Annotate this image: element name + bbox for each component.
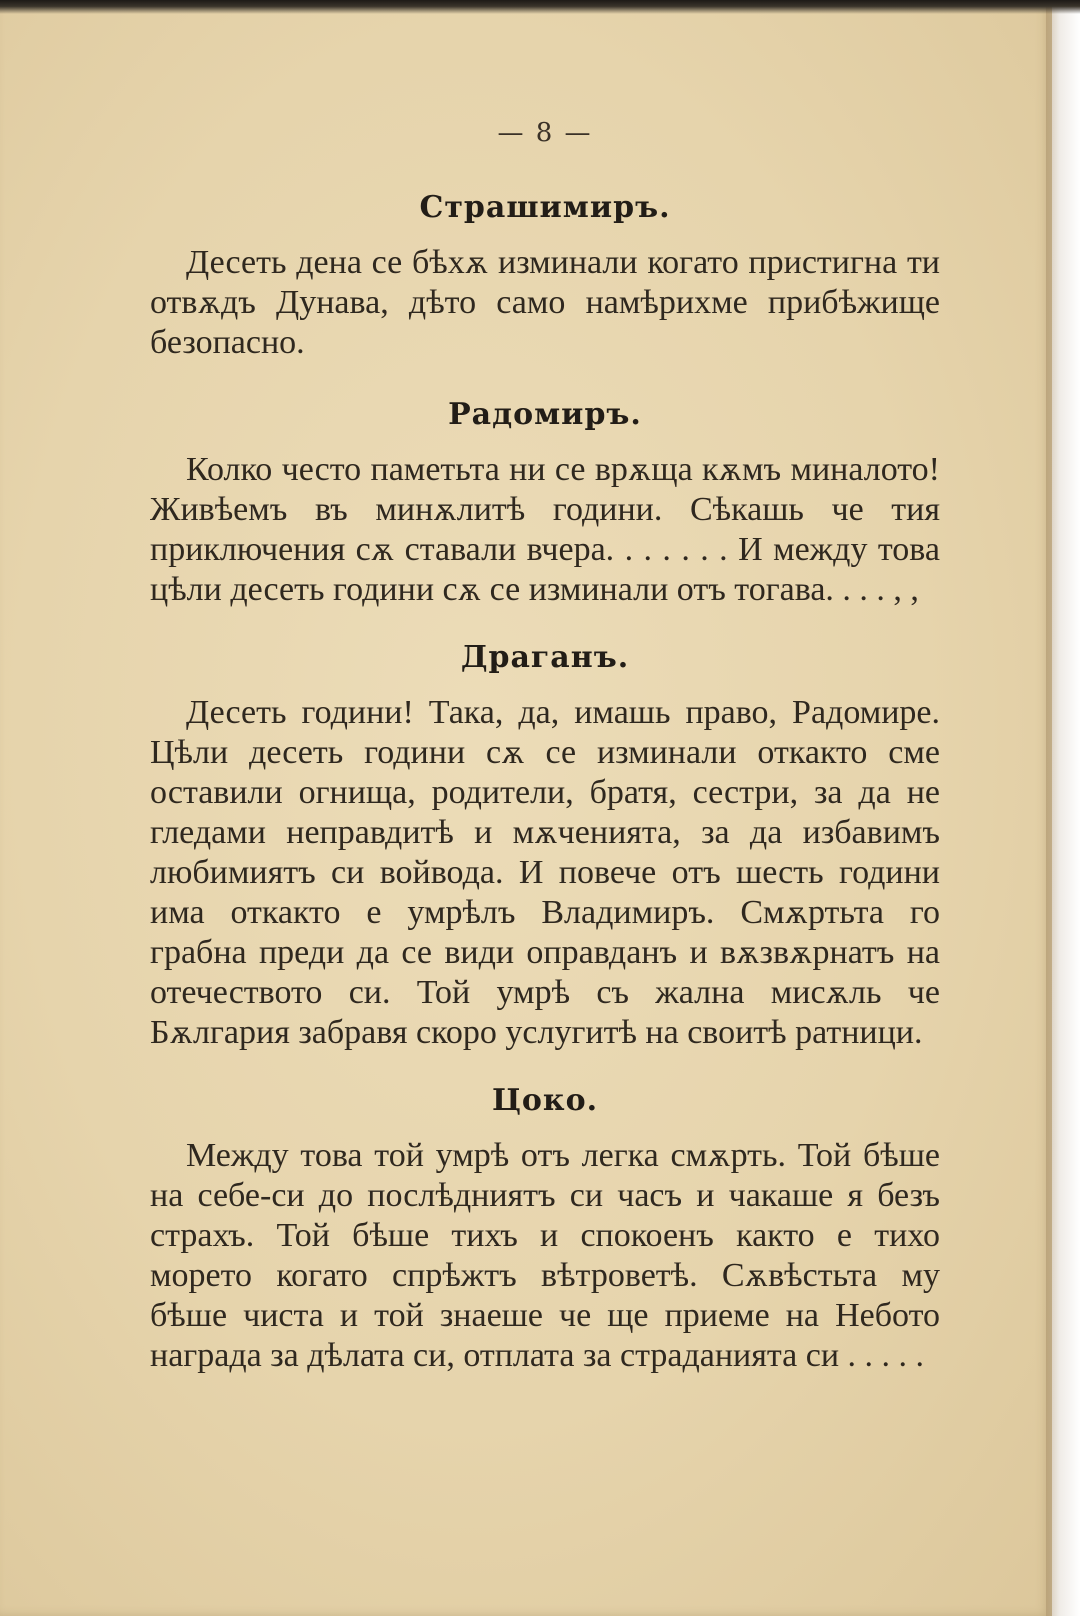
speaker-heading-dragan: Драганъ. xyxy=(460,640,630,675)
top-edge-rule xyxy=(0,0,1080,14)
page-body xyxy=(150,118,940,1406)
speech-paragraph-dragan: Десеть години! Така, да, имашь право, Радомире. Цѣли десеть години сѫ се изминали откакто сме оставили огнища, родители, братя, сестри, за да не гледами неправдитѣ и мѫченията, за да избавимъ любимиятъ си войвода. И повече отъ шесть години има откакто е умрѣлъ Владимиръ. Смѫртьта го грабна преди да се види оправданъ и вѫзвѫрнатъ на отечеството си. Той умрѣ съ жална мисѫль че Бѫлгария забравя скоро услугитѣ на своитѣ ратници. xyxy=(150,694,940,1051)
speaker-heading-strashimir: Страшимиръ. xyxy=(419,190,671,225)
speaker-heading-radomir: Радомиръ. xyxy=(448,397,642,432)
speech-paragraph-tsoko: Между това той умрѣ отъ легка смѫрть. Той бѣше на себе-си до послѣдниятъ си часъ и чакаше я безъ страхъ. Той бѣше тихъ и спокоенъ както е тихо морето когато спрѣжтъ вѣтроветѣ. Сѫвѣстьта му бѣше чиста и той знаеше че ще приеме на Небото награда за дѣлата си, отплата за страданията си . . . . . xyxy=(150,1137,940,1374)
speech-paragraph-radomir: Колко често паметьта ни се врѫща кѫмъ миналото! Живѣемъ въ минѫлитѣ години. Сѣкашь че тия приключения сѫ ставали вчера. . . . . . . И между това цѣли десеть години сѫ се изминали отъ тогава. . . . , , xyxy=(150,451,940,608)
page-number: — 8 — xyxy=(497,118,593,148)
page-edge-shadow xyxy=(1046,0,1080,1616)
speaker-heading-tsoko: Цоко. xyxy=(491,1083,599,1118)
speech-paragraph-strashimir: Десеть дена се бѣхѫ изминали когато пристигна ти отвѫдъ Дунава, дѣто само намѣрихме прибѣжище безопасно. xyxy=(150,244,940,361)
